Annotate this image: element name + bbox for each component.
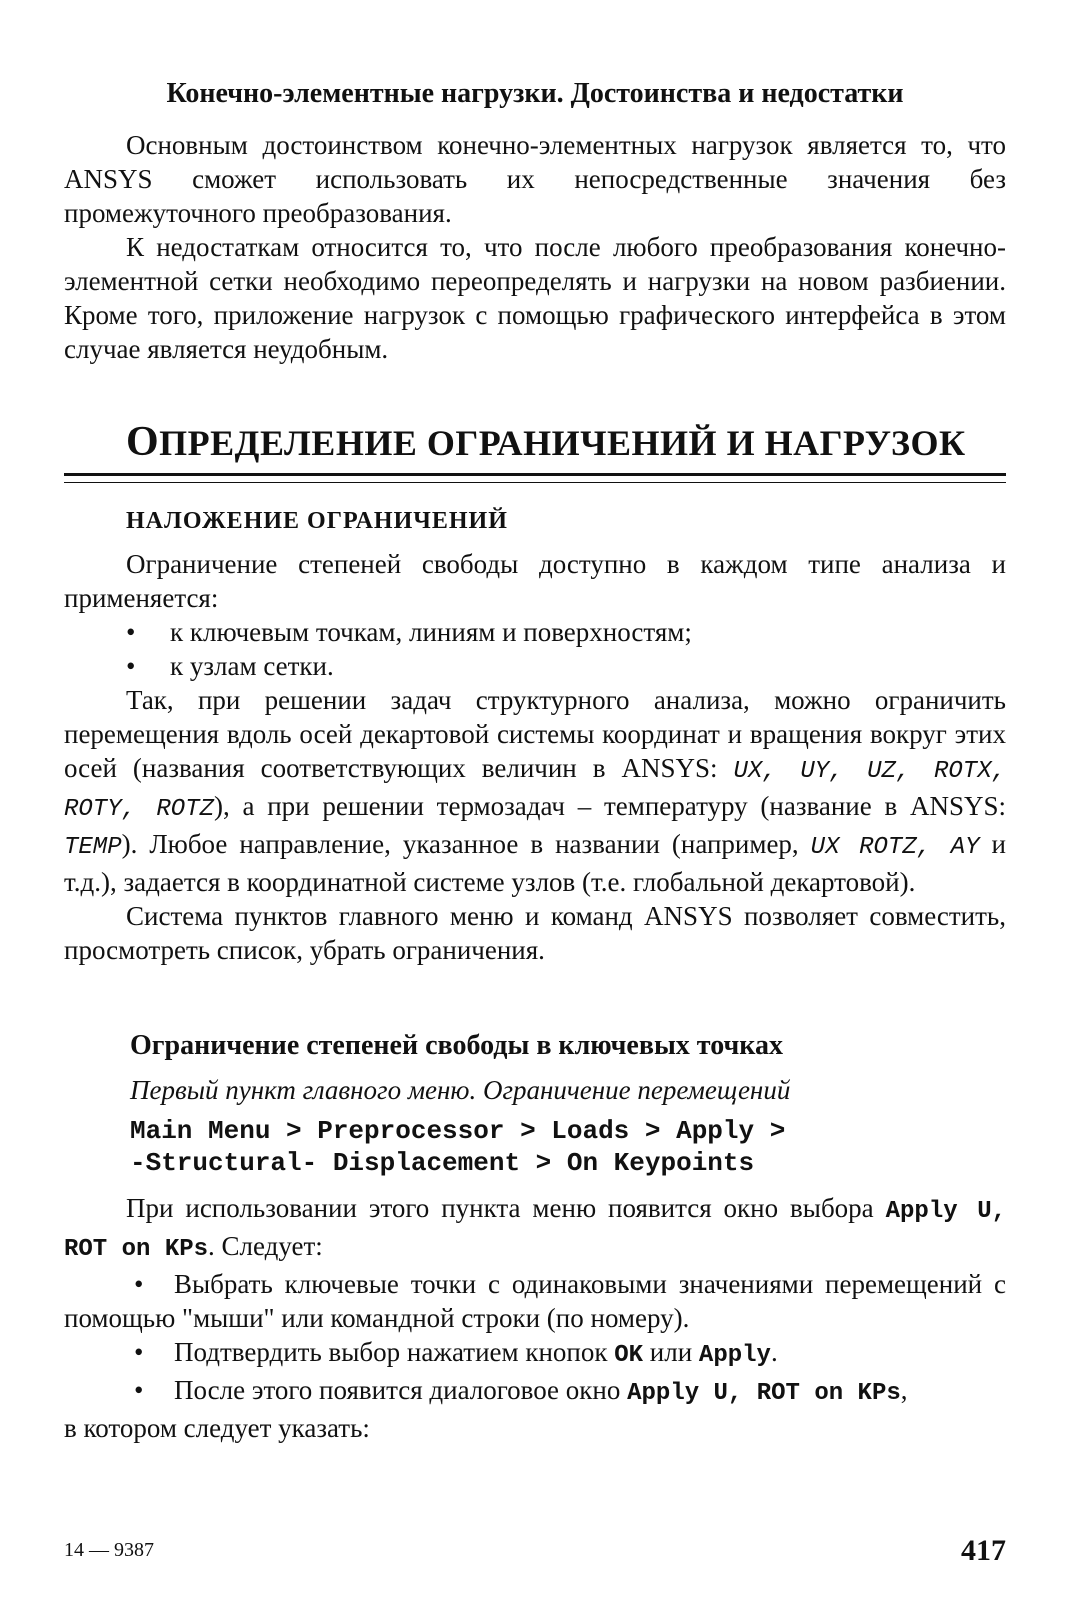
temp-name: TEMP xyxy=(64,834,122,861)
paragraph-advantages: Основным достоинством конечно-элементных нагрузок является то, что ANSYS сможет использовать их непосредственные значения без промежуточного преобразования. xyxy=(64,130,1006,228)
page-footer xyxy=(64,1528,1006,1568)
paragraph-constraints-intro: Ограничение степеней свободы доступно в каждом типе анализа и применяется: xyxy=(64,549,1006,613)
section-heading-constraints: НАЛОЖЕНИЕ ОГРАНИЧЕНИЙ xyxy=(126,508,508,534)
paragraph-tail: в котором следует указать: xyxy=(64,1413,370,1443)
list-item: • После этого появится диалоговое окно Apply U, ROT on KPs, xyxy=(134,1375,908,1407)
page-number: 417 xyxy=(961,1534,1006,1567)
section-heading-fe-loads: Конечно-элементные нагрузки. Достоинства и недостатки xyxy=(166,78,904,109)
menu-path-line-2: -Structural- Displacement > On Keypoints xyxy=(130,1148,755,1178)
paragraph-structural: Так, при решении задач структурного анализа, можно ограничить перемещения вдоль осей декартовой системы координат и вращения вокруг этих осей (названия соответствующих величин в ANSYS: UX, UY, UZ, ROTX, ROTY, ROTZ), а при решении термозадач – температуру (название в ANSYS: TEMP). Любое направление, указанное в названии (например, UX ROTZ, AY и т.д.), задается в координатной системе узлов (т.е. глобальной декартовой). xyxy=(64,685,1007,897)
dialog-name: Apply U, ROT on KPs xyxy=(64,1198,1007,1263)
bullet-marker: • xyxy=(134,1337,144,1367)
paragraph-disadvantages: К недостаткам относится то, что после любого преобразования конечно-элементной сетки необходимо переопределять и нагрузки на новом разбиении. Кроме того, приложение нагрузок с помощью графического интерфейса в этом случае является неудобным. xyxy=(64,232,1006,364)
steps-list xyxy=(64,1267,1006,1411)
chapter-heading-initial: О xyxy=(126,419,160,465)
bullet-marker: • xyxy=(126,617,136,647)
paragraph-menu-usage: При использовании этого пункта меню появится окно выбора Apply U, ROT on KPs. Следует: xyxy=(64,1193,1007,1263)
chapter-heading xyxy=(126,419,1006,465)
menu-path-line-1: Main Menu > Preprocessor > Loads > Apply > xyxy=(130,1116,786,1146)
dof-names: UX, UY, UZ, ROTX, ROTY, ROTZ xyxy=(64,758,1007,823)
list-item: • к ключевым точкам, линиям и поверхностям; xyxy=(126,617,692,647)
apply-label: Apply xyxy=(698,1342,771,1369)
list-item: • Подтвердить выбор нажатием кнопок OK или Apply. xyxy=(134,1337,778,1369)
italic-note: Первый пункт главного меню. Ограничение перемещений xyxy=(130,1075,791,1105)
list-item: • к узлам сетки. xyxy=(126,651,334,681)
printer-signature: 14 — 9387 xyxy=(64,1539,154,1561)
paragraph-menu-system: Система пунктов главного меню и команд ANSYS позволяет совместить, просмотреть список, убрать ограничения. xyxy=(64,901,1006,965)
menu-path xyxy=(130,1115,1006,1179)
list-item: • Выбрать ключевые точки с одинаковыми значениями перемещений с помощью "мыши" или командной строки (по номеру). xyxy=(64,1269,1006,1333)
chapter-heading-rest: ПРЕДЕЛЕНИЕ ОГРАНИЧЕНИЙ И НАГРУЗОК xyxy=(159,423,966,463)
direction-examples: UX ROTZ, AY xyxy=(810,834,980,861)
bullet-marker: • xyxy=(126,651,136,681)
section-heading-keypoints: Ограничение степеней свободы в ключевых точках xyxy=(130,1030,783,1061)
page-content xyxy=(64,76,1006,1445)
ok-label: OK xyxy=(614,1342,644,1369)
dialog-name: Apply U, ROT on KPs xyxy=(627,1380,901,1407)
bullet-marker: • xyxy=(134,1269,144,1299)
constraints-target-list xyxy=(64,615,1006,683)
chapter-divider xyxy=(64,473,1006,483)
bullet-marker: • xyxy=(134,1375,144,1405)
